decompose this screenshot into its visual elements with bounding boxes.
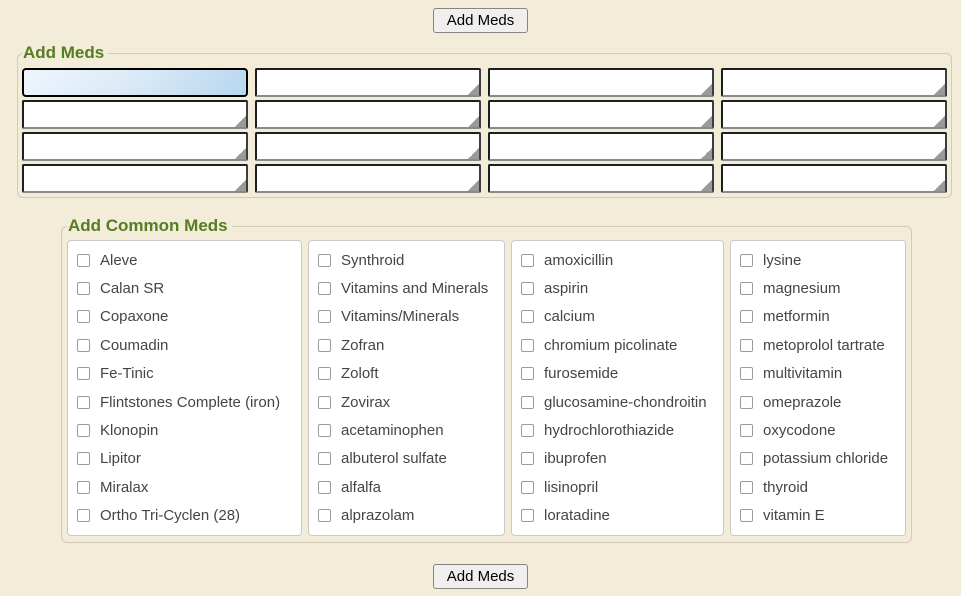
med-checkbox[interactable] bbox=[521, 339, 534, 352]
med-checkbox-label: chromium picolinate bbox=[544, 336, 678, 354]
med-row bbox=[318, 416, 498, 444]
common-meds-column-2 bbox=[308, 240, 505, 536]
med-checkbox[interactable] bbox=[318, 509, 331, 522]
med-row bbox=[740, 274, 899, 302]
med-entry-field[interactable] bbox=[721, 68, 947, 97]
med-row bbox=[521, 388, 717, 416]
med-checkbox-label: glucosamine-chondroitin bbox=[544, 393, 707, 411]
med-checkbox[interactable] bbox=[318, 452, 331, 465]
med-entry-field[interactable] bbox=[22, 100, 248, 129]
med-checkbox-label: Vitamins/Minerals bbox=[341, 308, 460, 326]
common-meds-column-4 bbox=[730, 240, 906, 536]
med-checkbox-label: Ortho Tri-Cyclen (28) bbox=[100, 507, 241, 525]
add-meds-button-top[interactable]: Add Meds bbox=[433, 8, 529, 33]
med-checkbox[interactable] bbox=[77, 339, 90, 352]
med-checkbox-label: amoxicillin bbox=[544, 251, 614, 269]
med-row bbox=[77, 274, 295, 302]
med-checkbox-label: Aleve bbox=[100, 251, 138, 269]
med-row bbox=[740, 445, 899, 473]
med-checkbox[interactable] bbox=[318, 424, 331, 437]
med-entry-field[interactable] bbox=[22, 164, 248, 193]
bottom-button-bar bbox=[0, 564, 961, 589]
med-row bbox=[77, 502, 295, 530]
med-row bbox=[77, 246, 295, 274]
med-checkbox[interactable] bbox=[521, 396, 534, 409]
med-entry-field[interactable] bbox=[488, 68, 714, 97]
med-checkbox[interactable] bbox=[521, 367, 534, 380]
med-entry-field[interactable] bbox=[721, 132, 947, 161]
med-row bbox=[521, 331, 717, 359]
med-row bbox=[318, 331, 498, 359]
med-checkbox[interactable] bbox=[77, 509, 90, 522]
add-meds-legend: Add Meds bbox=[23, 43, 105, 62]
med-row bbox=[318, 445, 498, 473]
med-checkbox-label: Coumadin bbox=[100, 336, 169, 354]
med-checkbox-label: lysine bbox=[763, 251, 802, 269]
med-row bbox=[77, 473, 295, 501]
med-row bbox=[77, 303, 295, 331]
med-checkbox-label: Klonopin bbox=[100, 422, 159, 440]
med-checkbox[interactable] bbox=[318, 367, 331, 380]
med-checkbox[interactable] bbox=[740, 254, 753, 267]
med-checkbox[interactable] bbox=[318, 310, 331, 323]
med-checkbox-label: Synthroid bbox=[341, 251, 405, 269]
med-checkbox[interactable] bbox=[740, 424, 753, 437]
med-checkbox-label: Miralax bbox=[100, 478, 149, 496]
med-checkbox-label: Calan SR bbox=[100, 280, 165, 298]
add-meds-fieldset bbox=[17, 43, 952, 198]
med-checkbox[interactable] bbox=[521, 282, 534, 295]
med-checkbox-label: alprazolam bbox=[341, 507, 415, 525]
med-row bbox=[318, 473, 498, 501]
med-checkbox-label: aspirin bbox=[544, 280, 589, 298]
med-checkbox-label: thyroid bbox=[763, 478, 809, 496]
med-checkbox-label: multivitamin bbox=[763, 365, 843, 383]
med-checkbox-label: vitamin E bbox=[763, 507, 825, 525]
med-checkbox[interactable] bbox=[740, 396, 753, 409]
med-checkbox-label: furosemide bbox=[544, 365, 619, 383]
med-checkbox[interactable] bbox=[77, 254, 90, 267]
med-checkbox[interactable] bbox=[740, 481, 753, 494]
med-checkbox[interactable] bbox=[521, 452, 534, 465]
med-checkbox[interactable] bbox=[521, 424, 534, 437]
med-checkbox[interactable] bbox=[77, 481, 90, 494]
med-row bbox=[740, 473, 899, 501]
med-checkbox[interactable] bbox=[318, 481, 331, 494]
med-entry-field[interactable] bbox=[255, 100, 481, 129]
med-checkbox[interactable] bbox=[740, 509, 753, 522]
med-checkbox-label: omeprazole bbox=[763, 393, 842, 411]
med-row bbox=[740, 246, 899, 274]
med-row bbox=[740, 416, 899, 444]
common-meds-column-1 bbox=[67, 240, 302, 536]
med-entry-field[interactable] bbox=[721, 164, 947, 193]
med-checkbox[interactable] bbox=[77, 424, 90, 437]
med-row bbox=[521, 274, 717, 302]
med-entry-field[interactable] bbox=[255, 132, 481, 161]
med-checkbox-label: metformin bbox=[763, 308, 830, 326]
med-row bbox=[318, 502, 498, 530]
med-checkbox-label: potassium chloride bbox=[763, 450, 889, 468]
med-row bbox=[740, 331, 899, 359]
med-row bbox=[521, 502, 717, 530]
med-checkbox-label: albuterol sulfate bbox=[341, 450, 447, 468]
med-checkbox-label: loratadine bbox=[544, 507, 610, 525]
top-button-bar bbox=[0, 0, 961, 33]
med-checkbox[interactable] bbox=[77, 310, 90, 323]
med-checkbox-label: magnesium bbox=[763, 280, 841, 298]
med-entry-field[interactable] bbox=[255, 68, 481, 97]
add-common-meds-fieldset bbox=[61, 216, 912, 543]
med-row bbox=[318, 303, 498, 331]
med-row bbox=[521, 360, 717, 388]
common-meds-columns bbox=[67, 240, 906, 536]
med-checkbox[interactable] bbox=[740, 367, 753, 380]
med-row bbox=[318, 274, 498, 302]
med-row bbox=[521, 303, 717, 331]
med-row bbox=[77, 388, 295, 416]
med-checkbox[interactable] bbox=[77, 367, 90, 380]
med-row bbox=[521, 416, 717, 444]
med-checkbox-label: lisinopril bbox=[544, 478, 599, 496]
med-row bbox=[521, 473, 717, 501]
med-row bbox=[77, 331, 295, 359]
med-checkbox[interactable] bbox=[318, 282, 331, 295]
med-checkbox-label: Flintstones Complete (iron) bbox=[100, 393, 281, 411]
med-checkbox-label: metoprolol tartrate bbox=[763, 336, 885, 354]
med-checkbox[interactable] bbox=[318, 339, 331, 352]
med-row bbox=[740, 360, 899, 388]
med-checkbox[interactable] bbox=[521, 481, 534, 494]
med-checkbox-label: oxycodone bbox=[763, 422, 836, 440]
med-entry-field[interactable] bbox=[22, 68, 248, 97]
med-checkbox[interactable] bbox=[318, 254, 331, 267]
med-checkbox-label: Zofran bbox=[341, 336, 385, 354]
med-checkbox-label: acetaminophen bbox=[341, 422, 444, 440]
med-checkbox[interactable] bbox=[740, 452, 753, 465]
med-checkbox-label: alfalfa bbox=[341, 478, 382, 496]
med-entry-grid bbox=[22, 68, 947, 193]
med-row bbox=[740, 388, 899, 416]
med-row bbox=[77, 416, 295, 444]
med-row bbox=[740, 303, 899, 331]
med-entry-field[interactable] bbox=[488, 100, 714, 129]
med-checkbox[interactable] bbox=[77, 282, 90, 295]
med-entry-field[interactable] bbox=[721, 100, 947, 129]
med-checkbox[interactable] bbox=[740, 339, 753, 352]
med-checkbox[interactable] bbox=[318, 396, 331, 409]
add-common-meds-legend: Add Common Meds bbox=[68, 216, 228, 235]
med-row bbox=[77, 445, 295, 473]
med-checkbox-label: Vitamins and Minerals bbox=[341, 280, 489, 298]
med-checkbox-label: hydrochlorothiazide bbox=[544, 422, 675, 440]
med-checkbox-label: Zoloft bbox=[341, 365, 379, 383]
med-checkbox[interactable] bbox=[740, 310, 753, 323]
med-entry-field[interactable] bbox=[488, 164, 714, 193]
med-row bbox=[318, 388, 498, 416]
med-checkbox-label: Zovirax bbox=[341, 393, 391, 411]
common-meds-column-3 bbox=[511, 240, 724, 536]
add-meds-button-bottom[interactable]: Add Meds bbox=[433, 564, 529, 589]
med-row bbox=[521, 445, 717, 473]
med-row bbox=[318, 246, 498, 274]
med-checkbox[interactable] bbox=[521, 254, 534, 267]
med-checkbox-label: ibuprofen bbox=[544, 450, 607, 468]
med-row bbox=[521, 246, 717, 274]
med-checkbox[interactable] bbox=[521, 509, 534, 522]
med-checkbox[interactable] bbox=[77, 396, 90, 409]
med-checkbox[interactable] bbox=[740, 282, 753, 295]
med-entry-field[interactable] bbox=[255, 164, 481, 193]
med-row bbox=[740, 502, 899, 530]
med-checkbox-label: Fe-Tinic bbox=[100, 365, 154, 383]
med-checkbox-label: calcium bbox=[544, 308, 595, 326]
med-checkbox[interactable] bbox=[521, 310, 534, 323]
med-checkbox[interactable] bbox=[77, 452, 90, 465]
med-entry-field[interactable] bbox=[22, 132, 248, 161]
med-checkbox-label: Lipitor bbox=[100, 450, 141, 468]
med-checkbox-label: Copaxone bbox=[100, 308, 169, 326]
med-row bbox=[318, 360, 498, 388]
med-row bbox=[77, 360, 295, 388]
med-entry-field[interactable] bbox=[488, 132, 714, 161]
